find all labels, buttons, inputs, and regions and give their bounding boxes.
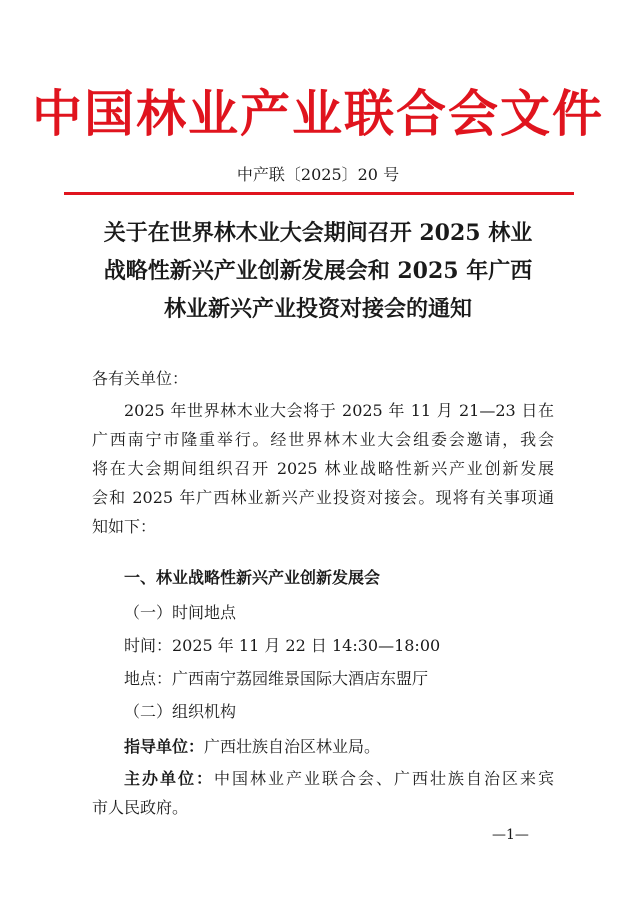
host-unit-value: 中国林业产业联合会、广西壮族自治区来宾 bbox=[214, 769, 554, 788]
guide-unit-value: 广西壮族自治区林业局。 bbox=[204, 737, 381, 756]
intro-paragraph-line: 将在大会期间组织召开 2025 林业战略性新兴产业创新发展 bbox=[92, 459, 554, 478]
host-unit-continuation: 市人民政府。 bbox=[92, 798, 189, 817]
host-unit-label: 主办单位： bbox=[124, 769, 214, 788]
salutation: 各有关单位： bbox=[92, 369, 189, 388]
notice-title-line: 战略性新兴产业创新发展会和 2025 年广西 bbox=[103, 258, 533, 284]
guide-unit-label: 指导单位： bbox=[124, 737, 205, 756]
notice-title bbox=[0, 214, 636, 328]
guide-unit-line bbox=[124, 732, 586, 761]
section-heading: 一、林业战略性新兴产业创新发展会 bbox=[124, 568, 381, 587]
subsection-heading: （一）时间地点 bbox=[124, 603, 237, 622]
intro-paragraph-line: 广西南宁市隆重举行。经世界林木业大会组委会邀请，我会 bbox=[92, 430, 554, 449]
place-line: 地点：广西南宁荔园维景国际大酒店东盟厅 bbox=[124, 669, 429, 688]
subsection-heading: （二）组织机构 bbox=[124, 702, 237, 721]
red-divider-line bbox=[64, 192, 574, 195]
time-line: 时间：2025 年 11 月 22 日 14:30—18:00 bbox=[124, 636, 441, 655]
intro-paragraph-line: 2025 年世界林木业大会将于 2025 年 11 月 21—23 日在 bbox=[124, 401, 554, 420]
host-unit-line bbox=[124, 764, 554, 793]
notice-title-line: 关于在世界林木业大会期间召开 2025 林业 bbox=[103, 220, 533, 246]
page-number: —1— bbox=[492, 827, 529, 843]
intro-paragraph-line: 知如下： bbox=[92, 517, 157, 536]
notice-title-line: 林业新兴产业投资对接会的通知 bbox=[163, 296, 472, 322]
intro-paragraph-line: 会和 2025 年广西林业新兴产业投资对接会。现将有关事项通 bbox=[92, 488, 554, 507]
issuer-title: 中国林业产业联合会文件 bbox=[32, 85, 604, 143]
document-number: 中产联〔2025〕20 号 bbox=[236, 165, 400, 184]
